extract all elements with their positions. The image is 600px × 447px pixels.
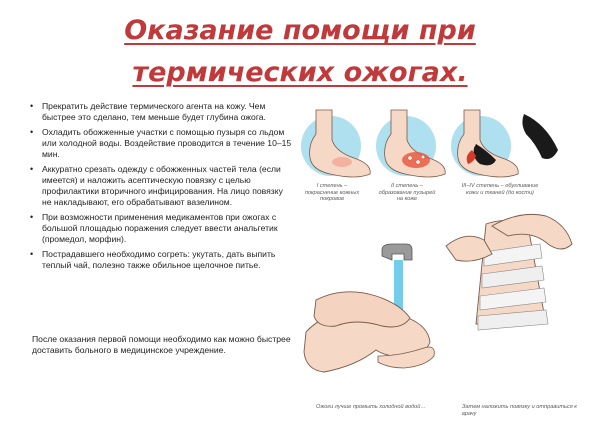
- page-title-line-2: термических ожогах.: [132, 57, 468, 88]
- stage1-foot-illustration: [301, 110, 370, 177]
- caption-bandage: Затем наложить повязку и отправиться к врачу: [462, 404, 577, 417]
- list-item: [24, 249, 292, 271]
- caption-stage3: III–IV степень – обугливание кожи и тканей (до кости): [461, 183, 539, 196]
- closing-paragraph: После оказания первой помощи необходимо как можно быстрее доставить больного в медицинское учреждение.: [32, 334, 291, 355]
- bullet-icon: •: [30, 127, 34, 137]
- list-item: [24, 164, 292, 208]
- bullet-icon: •: [30, 164, 34, 174]
- stage2-foot-illustration: [376, 110, 445, 177]
- step-text: Прекратить действие термического агента на кожу. Чем быстрее это сделано, тем меньше будет глубина ожога.: [42, 101, 266, 122]
- bullet-icon: •: [30, 249, 34, 259]
- page-title-line-1: Оказание помощи при: [124, 15, 476, 46]
- list-item: [24, 212, 292, 245]
- step-text: Пострадавшего необходимо согреть: укутать, дать выпить теплый чай, полезно также обильное щелочное питье.: [42, 249, 276, 270]
- step-text: При возможности применения медикаментов при ожогах с большой площадью поражения следует ввести анальгетик (промедол, морфин).: [42, 212, 278, 244]
- list-item: [24, 101, 292, 123]
- caption-stage1: I степень – покраснение кожных покровов: [304, 183, 360, 202]
- stage3-foot-illustration: [451, 110, 558, 177]
- list-item: [24, 127, 292, 160]
- caption-stage2: II степень – образование пузырей на коже: [378, 183, 436, 202]
- bullet-icon: •: [30, 101, 34, 111]
- first-aid-steps-list: [24, 101, 292, 275]
- bullet-icon: •: [30, 212, 34, 222]
- step-text: Аккуратно срезать одежду с обожженных частей тела (если имеется) и наложить асептическую повязку с целью профилактики вторичного инфицирования. На лицо повязку не накладывают, его обрабатывают вазелином.: [42, 164, 283, 207]
- burn-illustrations: [296, 104, 596, 404]
- caption-water: Ожоги лучше промыть холодной водой…: [316, 404, 426, 410]
- bandage-illustration: [446, 214, 572, 330]
- water-rinse-illustration: [304, 244, 434, 372]
- step-text: Охладить обожженные участки с помощью пузыря со льдом или холодной воды. Воздействие проводится в течение 10–15 мин.: [42, 127, 292, 159]
